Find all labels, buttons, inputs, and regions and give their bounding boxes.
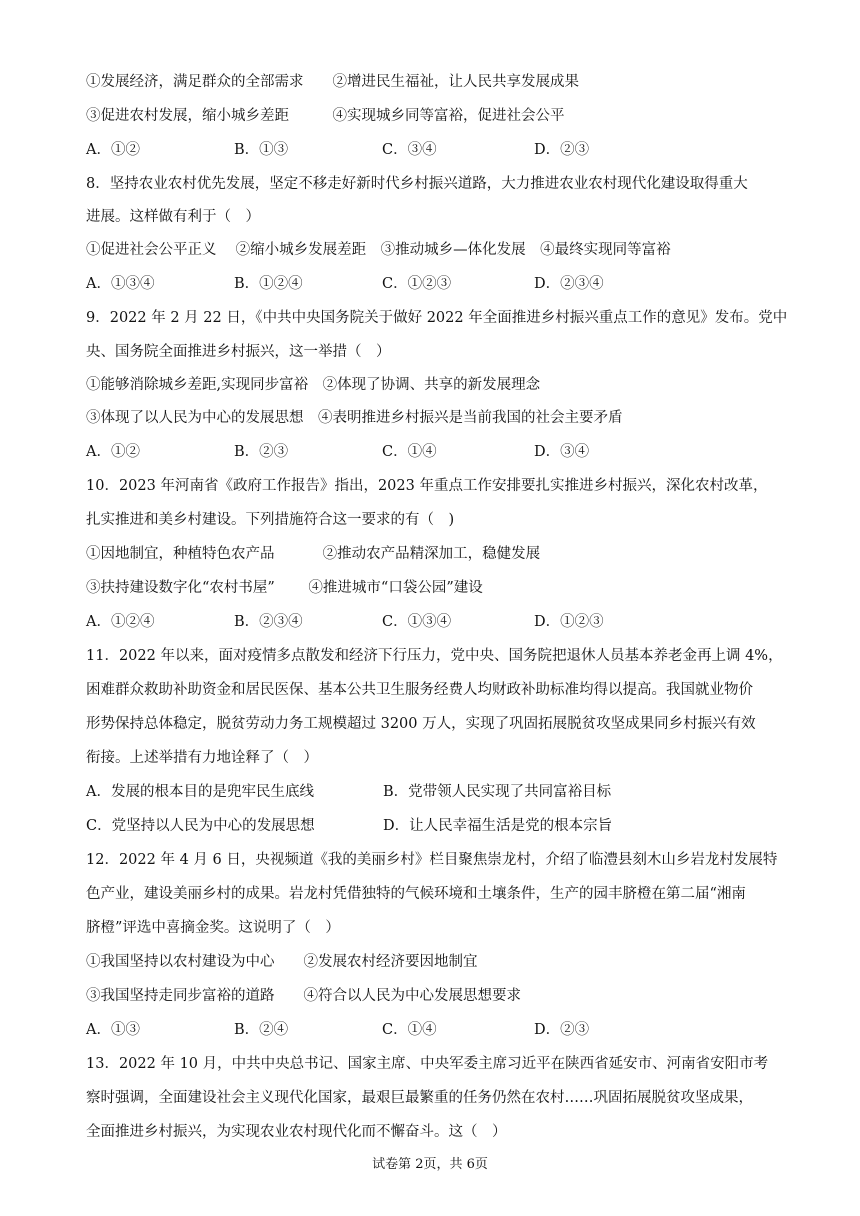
q9-option-b[interactable]: B．②③ xyxy=(234,444,289,460)
q8-option-d[interactable]: D．②③④ xyxy=(534,276,604,292)
q10-stem-line-1: 10．2023 年河南省《政府工作报告》指出，2023 年重点工作安排要扎实推进乡村振兴，深化农村改革， xyxy=(86,478,768,494)
q12-choice-line-2: ③我国坚持走同步富裕的道路 ④符合以人民为中心发展思想要求 xyxy=(86,988,521,1004)
q11-option-d[interactable]: D．让人民幸福生活是党的根本宗旨 xyxy=(383,818,613,834)
q12-option-b[interactable]: B．②④ xyxy=(234,1022,289,1038)
q10-option-c[interactable]: C．①③④ xyxy=(382,614,452,630)
q9-stem-line-2: 央、国务院全面推进乡村振兴，这一举措（ ） xyxy=(86,344,391,360)
q11-option-b[interactable]: B．党带领人民实现了共同富裕目标 xyxy=(383,784,612,800)
q7-option-a[interactable]: A．①② xyxy=(86,142,140,158)
q7-choice-line-1: ①发展经济，满足群众的全部需求 ②增进民生福祉，让人民共享发展成果 xyxy=(86,74,579,90)
q12-option-a[interactable]: A．①③ xyxy=(86,1022,140,1038)
q10-choice-line-1: ①因地制宜，种植特色农产品 ②推动农产品精深加工，稳健发展 xyxy=(86,546,541,562)
q9-option-d[interactable]: D．③④ xyxy=(534,444,590,460)
q11-stem-line-1: 11．2022 年以来，面对疫情多点散发和经济下行压力，党中央、国务院把退休人员基本养老金再上调 4%， xyxy=(86,648,783,664)
q10-option-d[interactable]: D．①②③ xyxy=(534,614,604,630)
q13-stem-line-2: 察时强调，全面建设社会主义现代化国家，最艰巨最繁重的任务仍然在农村……巩固拓展脱贫攻坚成果， xyxy=(86,1090,753,1106)
q7-option-d[interactable]: D．②③ xyxy=(534,142,590,158)
q11-options-row-1 xyxy=(86,782,776,802)
q8-option-c[interactable]: C．①②③ xyxy=(382,276,452,292)
q10-option-b[interactable]: B．②③④ xyxy=(234,614,303,630)
q9-stem-line-1: 9．2022 年 2 月 22 日，《中共中央国务院关于做好 2022 年全面推进乡村振兴重点工作的意见》发布。党中 xyxy=(86,310,788,326)
q12-option-c[interactable]: C．①④ xyxy=(382,1022,437,1038)
q8-option-a[interactable]: A．①③④ xyxy=(86,276,155,292)
q10-option-a[interactable]: A．①②④ xyxy=(86,614,155,630)
q12-stem-line-2: 色产业，建设美丽乡村的成果。岩龙村凭借独特的气候环境和土壤条件，生产的园丰脐橙在第二届“湘南 xyxy=(86,886,746,902)
q10-stem-line-2: 扎实推进和美乡村建设。下列措施符合这一要求的有（ ) xyxy=(86,512,455,528)
q11-stem-line-4: 衔接。上述举措有力地诠释了（ ） xyxy=(86,750,318,766)
q7-option-c[interactable]: C．③④ xyxy=(382,142,437,158)
q11-stem-line-2: 困难群众救助补助资金和居民医保、基本公共卫生服务经费人均财政补助标准均得以提高。我国就业物价 xyxy=(86,682,753,698)
q8-choice-line: ①促进社会公平正义 ②缩小城乡发展差距 ③推动城乡—体化发展 ④最终实现同等富裕 xyxy=(86,242,671,258)
q8-stem-line-1: 8．坚持农业农村优先发展，坚定不移走好新时代乡村振兴道路，大力推进农业农村现代化建设取得重大 xyxy=(86,176,748,192)
q7-option-b[interactable]: B．①③ xyxy=(234,142,289,158)
q12-stem-line-1: 12．2022 年 4 月 6 日，央视频道《我的美丽乡村》栏目聚焦崇龙村，介绍了临澧县刻木山乡岩龙村发展特 xyxy=(86,852,778,868)
q12-option-d[interactable]: D．②③ xyxy=(534,1022,590,1038)
q9-options xyxy=(86,442,776,462)
q9-option-c[interactable]: C．①④ xyxy=(382,444,437,460)
q13-stem-line-3: 全面推进乡村振兴，为实现农业农村现代化而不懈奋斗。这（ ） xyxy=(86,1124,507,1140)
q9-choice-line-2: ③体现了以人民为中心的发展思想 ④表明推进乡村振兴是当前我国的社会主要矛盾 xyxy=(86,410,623,426)
q8-stem-line-2: 进展。这样做有利于（ ） xyxy=(86,209,260,225)
page-footer: 试卷第 2页，共 6页 xyxy=(372,1157,488,1172)
q10-choice-line-2: ③扶持建设数字化“农村书屋” ④推进城市“口袋公园”建设 xyxy=(86,580,483,596)
q11-stem-line-3: 形势保持总体稳定，脱贫劳动力务工规模超过 3200 万人，实现了巩固拓展脱贫攻坚成果同乡村振兴有效 xyxy=(86,716,756,732)
q9-option-a[interactable]: A．①② xyxy=(86,444,140,460)
q9-choice-line-1: ①能够消除城乡差距,实现同步富裕 ②体现了协调、共享的新发展理念 xyxy=(86,377,541,393)
q12-choice-line-1: ①我国坚持以农村建设为中心 ②发展农村经济要因地制宜 xyxy=(86,954,478,970)
q11-option-c[interactable]: C．党坚持以人民为中心的发展思想 xyxy=(86,818,315,834)
q13-stem-line-1: 13．2022 年 10 月，中共中央总书记、国家主席、中央军委主席习近平在陕西省延安市、河南省安阳市考 xyxy=(86,1056,769,1072)
q7-options xyxy=(86,140,776,160)
q8-option-b[interactable]: B．①②④ xyxy=(234,276,303,292)
q12-options xyxy=(86,1020,776,1040)
q7-choice-line-2: ③促进农村发展，缩小城乡差距 ④实现城乡同等富裕，促进社会公平 xyxy=(86,108,565,124)
q11-options-row-2 xyxy=(86,816,776,836)
q10-options xyxy=(86,612,776,632)
q8-options xyxy=(86,274,776,294)
q11-option-a[interactable]: A．发展的根本目的是兜牢民生底线 xyxy=(86,784,314,800)
q12-stem-line-3: 脐橙”评选中喜摘金奖。这说明了（ ） xyxy=(86,920,340,936)
